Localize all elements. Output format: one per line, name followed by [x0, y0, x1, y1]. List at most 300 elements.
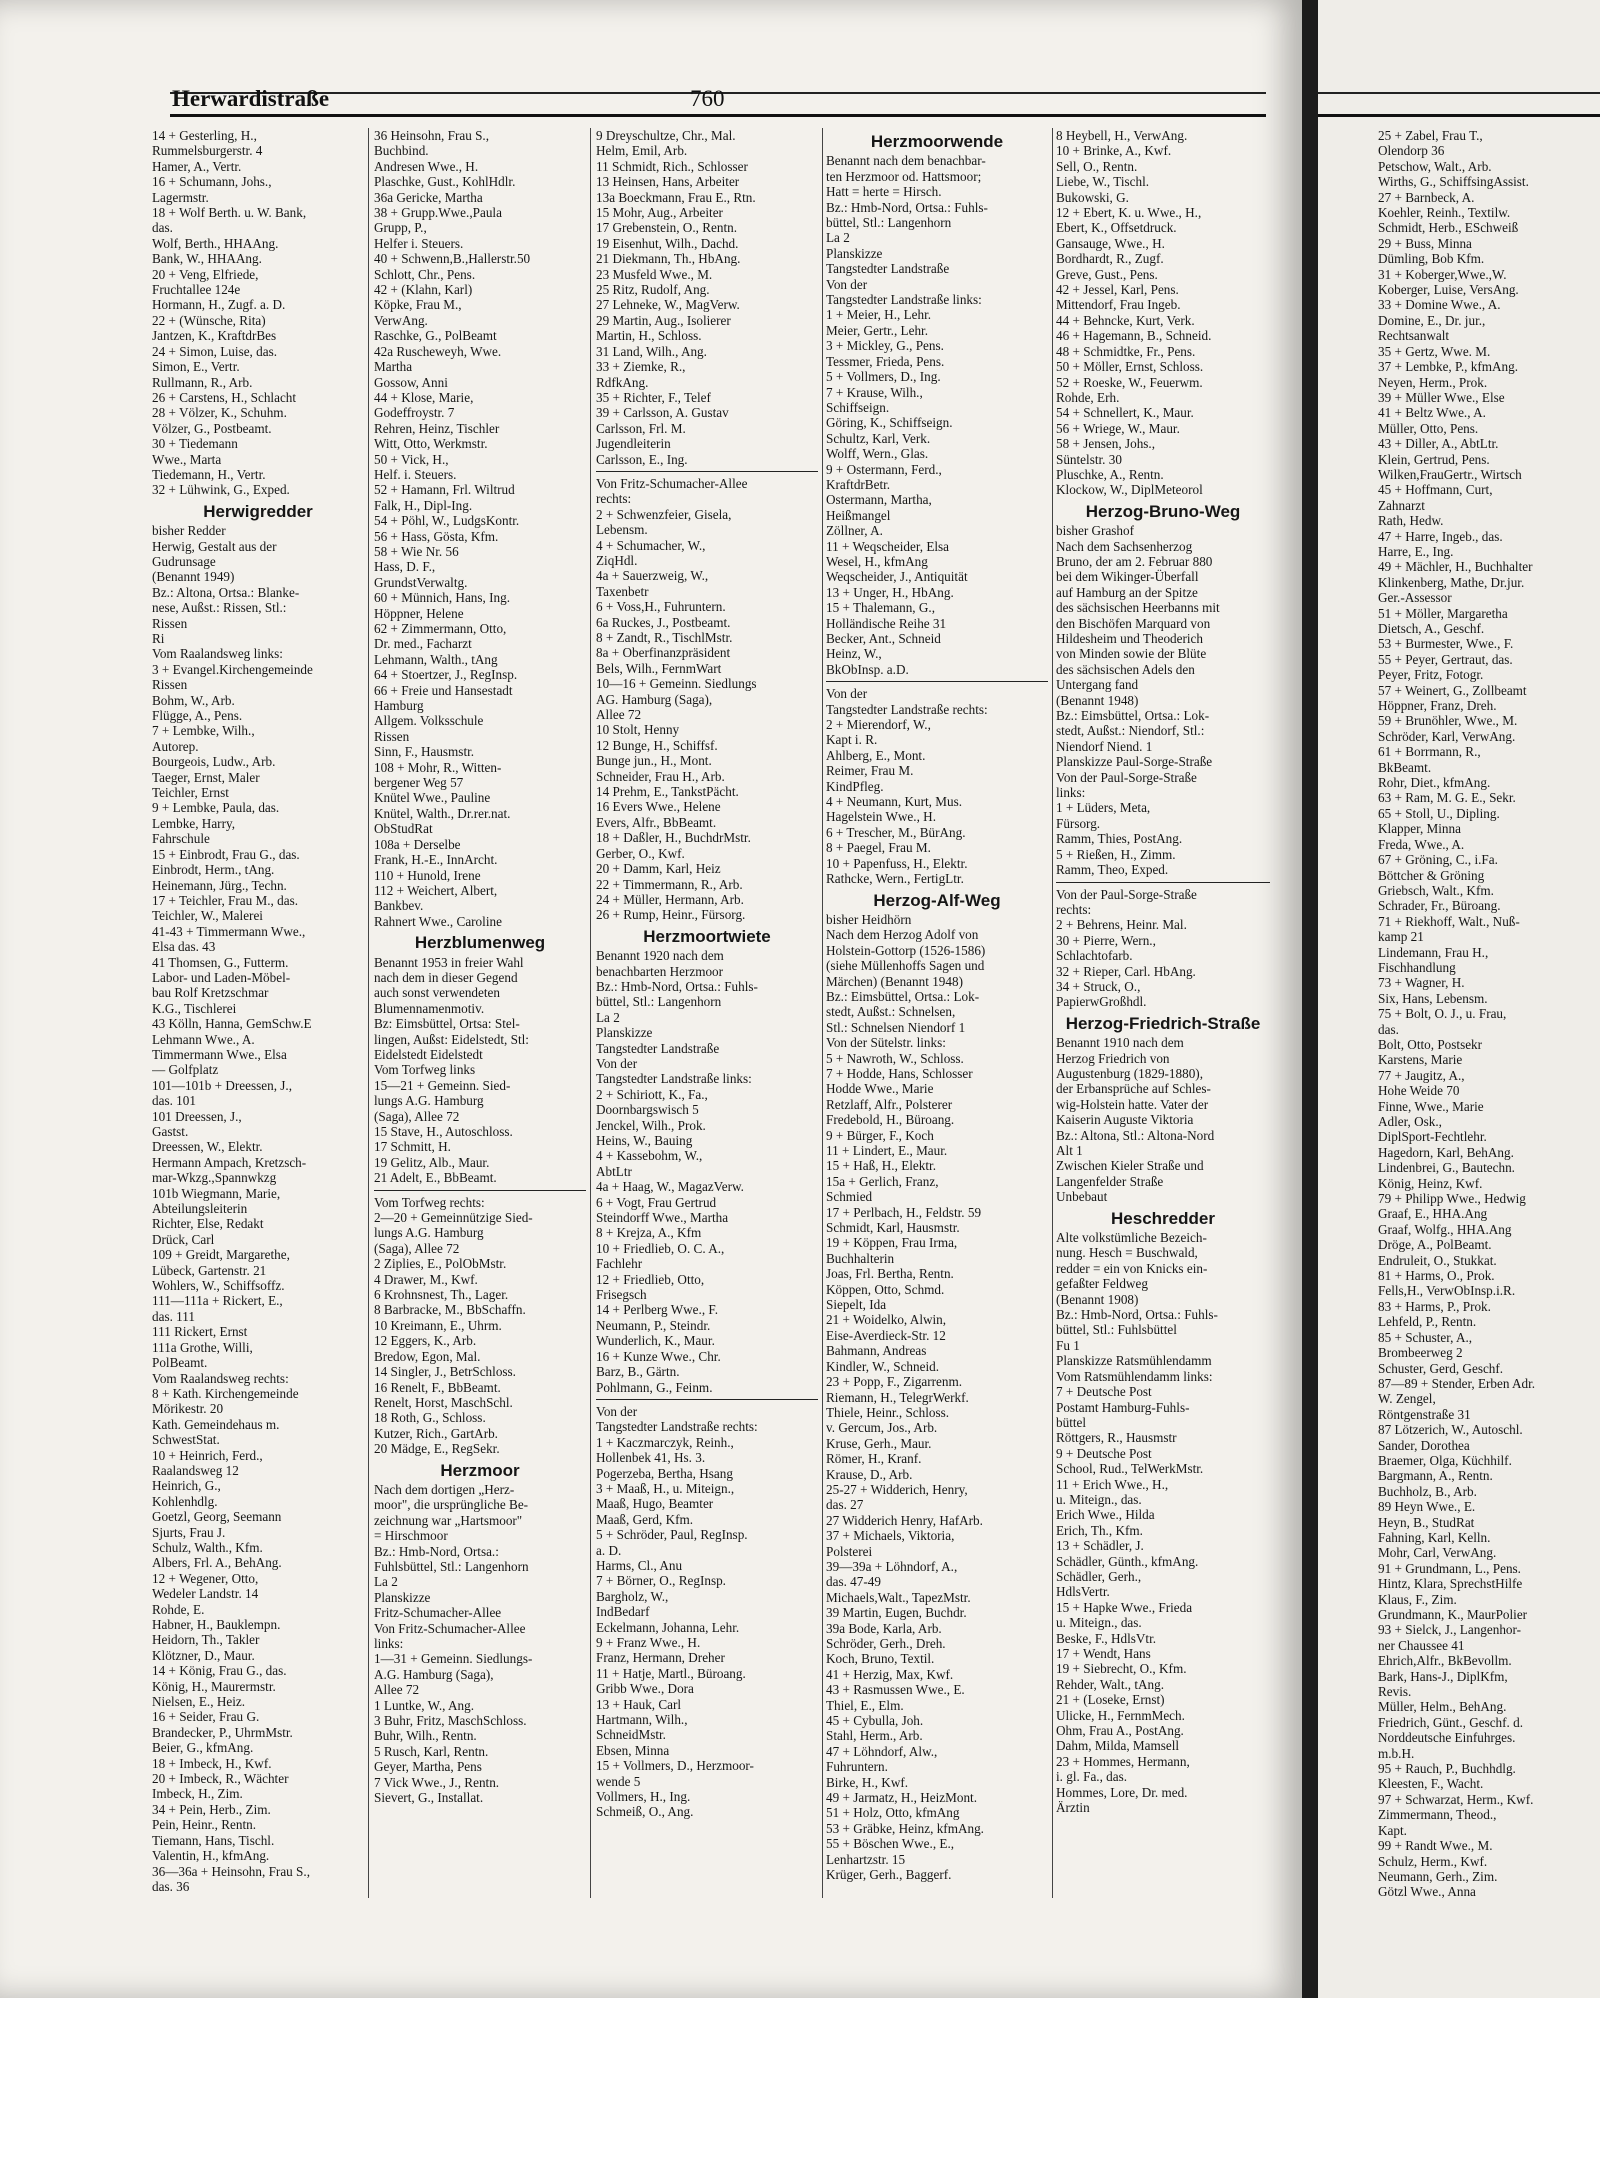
directory-entry-line: Pohlmann, G., Feinm. [596, 1379, 713, 1395]
directory-entry-line: Rathcke, Wern., FertigLtr. [826, 871, 964, 887]
directory-entry-line: 15 + Hapke Wwe., Frieda [1056, 1599, 1193, 1615]
adjacent-entry-line: Braemer, Olga, Küchhilf. [1378, 1452, 1512, 1468]
directory-entry-line: 19 Gelitz, Alb., Maur. [374, 1154, 490, 1170]
directory-entry-line: 55 + Böschen Wwe., E., [826, 1836, 955, 1852]
directory-entry-line: Lebensm. [596, 522, 648, 538]
directory-entry-line: Imbeck, H., Zim. [152, 1786, 243, 1802]
directory-entry-line: ObStudRat [374, 821, 433, 837]
directory-entry-line: 12 Eggers, K., Arb. [374, 1333, 477, 1349]
directory-entry-line: 17 + Wendt, Hans [1056, 1646, 1151, 1661]
directory-entry-line: Tangstedter Landstraße [826, 261, 950, 277]
directory-entry-line: 108 + Mohr, R., Witten- [374, 759, 502, 775]
directory-entry-line: Kutzer, Rich., GartArb. [374, 1425, 498, 1441]
directory-entry-line: Fu 1 [1056, 1337, 1080, 1353]
directory-entry-line: 4 + Neumann, Kurt, Mus. [826, 794, 963, 810]
directory-entry-line: Hollenbek 41, Hs. 3. [596, 1450, 706, 1466]
directory-entry-line: Goetzl, Georg, Seemann [152, 1509, 282, 1525]
directory-entry-line: 64 + Stoertzer, J., RegInsp. [374, 667, 518, 683]
directory-entry-line: Lübeck, Gartenstr. 21 [152, 1262, 267, 1278]
directory-entry-line: 1 + Meier, H., Lehr. [826, 307, 932, 323]
directory-entry-line: 39a Bode, Karla, Arb. [826, 1620, 942, 1636]
directory-entry-line: Hatt = herte = Hirsch. [826, 184, 942, 200]
directory-entry-line: Schiffseign. [826, 399, 890, 415]
adjacent-entry-line: Graaf, E., HHA.Ang [1378, 1206, 1488, 1222]
directory-entry-line: Herwig, Gestalt aus der [152, 538, 277, 554]
directory-entry-line: A.G. Hamburg (Saga), [374, 1666, 494, 1682]
adjacent-entry-line: Petschow, Walt., Arb. [1378, 158, 1492, 174]
directory-entry-line: links: [374, 1636, 404, 1651]
directory-entry-line: Beske, F., HdlsVtr. [1056, 1630, 1157, 1646]
directory-entry-line: Bz.: Eimsbüttel, Ortsa.: Lok- [1056, 708, 1210, 724]
directory-entry-line: 6 + Voss,H., Fuhruntern. [596, 599, 726, 615]
running-head-street: Herwardistraße [172, 86, 330, 111]
directory-entry-line: Mörikestr. 20 [152, 1401, 224, 1417]
directory-entry-line: lingen, Außst: Eidelstedt, Stl: [374, 1031, 529, 1047]
directory-entry-line: 34 + Struck, O., [1056, 978, 1141, 994]
directory-entry-line: 35 + Richter, F., Telef [596, 389, 711, 405]
directory-entry-line: Habner, H., Bauklempn. [152, 1617, 281, 1632]
directory-entry-line: 39—39a + Löhndorf, A., [826, 1558, 958, 1574]
directory-entry-line: PapierwGroßhdl. [1056, 994, 1147, 1010]
directory-entry-line: 110 + Hunold, Irene [374, 867, 481, 883]
directory-entry-line: Bank, W., HHAAng. [152, 251, 262, 267]
directory-entry-line: Harms, Cl., Anu [596, 1557, 683, 1573]
directory-entry-line: 19 + Siebrecht, O., Kfm. [1056, 1661, 1187, 1677]
directory-entry-line: Ostermann, Martha, [826, 492, 932, 508]
directory-entry-line: La 2 [596, 1009, 620, 1025]
directory-entry-line: Teichler, W., Malerei [152, 908, 263, 924]
directory-entry-line: Hagelstein Wwe., H. [826, 809, 936, 825]
street-heading: Herzmoorwende [870, 132, 1004, 151]
directory-entry-line: 9 + Deutsche Post [1056, 1445, 1152, 1461]
directory-entry-line: Knütel Wwe., Pauline [374, 790, 491, 806]
directory-entry-line: 26 + Rump, Heinr., Fürsorg. [596, 907, 746, 923]
adjacent-entry-line: 33 + Domine Wwe., A. [1378, 297, 1501, 313]
directory-entry-line: 11 + Weqscheider, Elsa [826, 538, 950, 554]
section-separator [1056, 882, 1270, 883]
directory-entry-line: stedt, Außst.: Niendorf, Stl.: [1056, 723, 1205, 739]
directory-entry-line: Abteilungsleiterin [152, 1201, 248, 1217]
directory-entry-line: 27 Lehneke, W., MagVerw. [596, 297, 740, 313]
directory-entry-line: Rohde, E. [152, 1601, 205, 1617]
directory-entry-line: Erich, Th., Kfm. [1056, 1522, 1143, 1538]
directory-entry-line: 31 Land, Wilh., Ang. [596, 343, 707, 359]
adjacent-entry-line: Revis. [1378, 1684, 1412, 1700]
directory-entry-line: 2—20 + Gemeinnützige Sied- [374, 1210, 533, 1226]
directory-entry-line: Krause, D., Arb. [826, 1466, 913, 1482]
adjacent-entry-line: 27 + Barnbeck, A. [1378, 189, 1475, 205]
directory-entry-line: Erich Wwe., Hilda [1056, 1507, 1155, 1523]
adjacent-header-rule [1318, 114, 1600, 117]
directory-entry-line: Sell, O., Rentn. [1056, 158, 1138, 174]
adjacent-entry-line: Dümling, Bob Kfm. [1378, 251, 1485, 267]
directory-entry-line: büttel [1056, 1414, 1087, 1430]
adjacent-entry-line: 93 + Sielck, J., Langenhor- [1378, 1622, 1522, 1638]
adjacent-entry-line: Finne, Wwe., Marie [1378, 1098, 1484, 1114]
street-heading: Herzog-Alf-Weg [873, 890, 1001, 910]
directory-entry-line: 18 + Imbeck, H., Kwf. [152, 1755, 272, 1771]
adjacent-entry-line: Böttcher & Gröning [1378, 867, 1485, 883]
adjacent-entry-line: 65 + Stoll, U., Dipling. [1378, 805, 1500, 821]
directory-entry-line: Röttgers, R., Hausmstr [1056, 1430, 1177, 1446]
directory-entry-line: 2 + Schiriott, K., Fa., [596, 1086, 708, 1102]
directory-entry-line: Rahnert Wwe., Caroline [374, 913, 502, 929]
directory-entry-line: 5 + Rießen, H., Zimm. [1056, 846, 1176, 862]
adjacent-entry-line: 79 + Philipp Wwe., Hedwig [1378, 1191, 1526, 1207]
directory-entry-line: Benannt nach dem benachbar- [826, 153, 986, 169]
directory-entry-line: Rullmann, R., Arb. [152, 374, 253, 390]
directory-entry-line: benachbarten Herzmoor [596, 963, 724, 979]
directory-entry-line: Barz, B., Gärtn. [596, 1364, 680, 1380]
directory-entry-line: 12 + Wegener, Otto, [152, 1570, 259, 1586]
directory-entry-line: Planskizze [596, 1025, 653, 1041]
directory-entry-line: Bredow, Egon, Mal. [374, 1348, 481, 1364]
directory-entry-line: Pein, Heinr., Rentn. [152, 1817, 257, 1833]
directory-entry-line: Lembke, Harry, [152, 815, 235, 831]
directory-entry-line: 4a + Haag, W., MagazVerw. [596, 1179, 744, 1195]
column-divider [822, 128, 823, 1898]
directory-entry-line: das. 36 [152, 1878, 190, 1894]
directory-entry-line: 21 + Woidelko, Alwin, [826, 1312, 947, 1328]
directory-entry-line: 12 + Ebert, K. u. Wwe., H., [1056, 205, 1202, 221]
directory-entry-line: Pluschke, A., Rentn. [1056, 466, 1164, 482]
adjacent-entry-line: Olendorp 36 [1378, 143, 1445, 159]
directory-entry-line: Köpke, Frau M., [374, 297, 462, 313]
adjacent-entry-line: Fahning, Karl, Kelln. [1378, 1529, 1491, 1545]
directory-entry-line: 41 + Herzig, Max, Kwf. [826, 1666, 954, 1682]
directory-entry-line: Von der [596, 1403, 638, 1419]
directory-entry-line: Flügge, A., Pens. [152, 708, 243, 724]
directory-entry-line: den Bischöfen Marquard von [1056, 615, 1211, 631]
directory-entry-line: Bels, Wilh., FernmWart [596, 660, 722, 676]
directory-entry-line: Von der [826, 686, 868, 702]
directory-entry-line: Elsa das. 43 [152, 939, 216, 955]
directory-entry-line: 2 + Behrens, Heinr. Mal. [1056, 917, 1187, 933]
page-number: 760 [690, 86, 725, 111]
directory-entry-line: Doornbargswisch 5 [596, 1102, 699, 1118]
directory-entry-line: 7 + Deutsche Post [1056, 1384, 1152, 1400]
directory-entry-line: 3 Buhr, Fritz, MaschSchloss. [374, 1713, 527, 1729]
directory-entry-line: Tangstedter Landstraße [596, 1040, 720, 1056]
directory-entry-line: 4a + Sauerzweig, W., [596, 568, 709, 584]
directory-entry-line: Planskizze Paul-Sorge-Straße [1056, 754, 1213, 770]
directory-entry-line: Timmermann Wwe., Elsa [152, 1046, 287, 1062]
directory-entry-line: Pogerzeba, Bertha, Hsang [596, 1465, 733, 1481]
directory-entry-line: Alt 1 [1056, 1143, 1083, 1158]
adjacent-entry-line: Müller, Otto, Pens. [1378, 420, 1479, 436]
directory-entry-line: Dr. med., Facharzt [374, 636, 472, 652]
directory-entry-line: (Benannt 1948) [1056, 692, 1139, 708]
column-divider [368, 128, 369, 1898]
directory-entry-line: Heinrich, G., [152, 1478, 221, 1494]
directory-entry-line: 43 + Rasmussen Wwe., E. [826, 1682, 965, 1698]
directory-entry-line: rechts: [596, 491, 632, 507]
adjacent-entry-line: 71 + Riekhoff, Walt., Nuß- [1378, 913, 1520, 929]
directory-entry-line: Taeger, Ernst, Maler [152, 769, 260, 785]
directory-entry-line: Birke, H., Kwf. [826, 1774, 909, 1790]
adjacent-entry-line: DiplSport-Fechtlehr. [1378, 1129, 1487, 1145]
directory-entry-line: Gerber, O., Kwf. [596, 845, 685, 861]
directory-entry-line: Römer, H., Kranf. [826, 1451, 922, 1467]
directory-entry-line: 16 Evers Wwe., Helene [596, 799, 721, 815]
directory-entry-line: 10 + Papenfuss, H., Elektr. [826, 855, 968, 871]
directory-entry-line: u. Miteign., das. [1056, 1491, 1142, 1507]
directory-entry-line: 6a Ruckes, J., Postbeamt. [596, 614, 731, 630]
adjacent-entry-line: Röntgenstraße 31 [1378, 1406, 1471, 1422]
directory-entry-line: 8a + Oberfinanzpräsident [596, 645, 731, 661]
adjacent-entry-line: 53 + Burmester, Wwe., F. [1378, 636, 1514, 652]
adjacent-entry-line: Karstens, Marie [1378, 1052, 1463, 1068]
directory-entry-line: Rissen [152, 615, 188, 631]
adjacent-entry-line: Kleesten, F., Wacht. [1378, 1776, 1484, 1792]
scan-background [0, 1998, 1600, 2177]
directory-entry-line: Jantzen, K., KraftdrBes [152, 328, 277, 344]
directory-entry-line: Süntelstr. 30 [1056, 451, 1122, 467]
directory-entry-line: Fahrschule [152, 831, 210, 847]
directory-entry-line: 8 + Zandt, R., TischlMstr. [596, 630, 733, 645]
directory-entry-line: 42 + Jessel, Karl, Pens. [1056, 282, 1179, 298]
directory-entry-line: Becker, Ant., Schneid [826, 631, 941, 646]
street-heading: Heschredder [1111, 1208, 1215, 1228]
directory-entry-line: RdfkAng. [596, 374, 649, 390]
adjacent-entry-line: Lehfeld, P., Rentn. [1378, 1314, 1477, 1330]
directory-entry-line: Von der [596, 1055, 638, 1071]
adjacent-entry-line: Wilken,FrauGertr., Wirtsch [1378, 466, 1522, 482]
directory-entry-line: 5 + Schröder, Paul, RegInsp. [596, 1527, 748, 1543]
directory-entry-line: 6 Krohnsnest, Th., Lager. [374, 1287, 509, 1303]
directory-entry-line: 18 + Daßler, H., BuchdrMstr. [596, 830, 751, 846]
directory-entry-line: 32 + Lühwink, G., Exped. [152, 482, 290, 498]
directory-entry-line: Lagermstr. [152, 189, 209, 205]
directory-entry-line: Frank, H.-E., InnArcht. [374, 852, 498, 868]
adjacent-entry-line: Norddeutsche Einfuhrges. [1378, 1730, 1516, 1746]
directory-entry-line: 101—101b + Dreessen, J., [152, 1077, 293, 1093]
directory-entry-line: 20 Mädge, E., RegSekr. [374, 1441, 500, 1457]
street-heading: Herzblumenweg [414, 933, 546, 953]
adjacent-entry-line: Peyer, Fritz, Fotogr. [1378, 667, 1484, 683]
directory-entry-line: 58 + Wie Nr. 56 [374, 543, 459, 559]
directory-entry-line: Eidelstedt Eidelstedt [374, 1046, 483, 1062]
directory-entry-line: links: [1056, 785, 1086, 801]
adjacent-entry-line: Höppner, Franz, Dreh. [1378, 698, 1497, 714]
adjacent-entry-line: Hagedorn, Karl, BehAng. [1378, 1144, 1514, 1160]
directory-entry-line: Benannt 1920 nach dem [596, 948, 724, 964]
directory-entry-line: Kapt i. R. [826, 732, 878, 748]
column-divider [1052, 128, 1053, 1898]
adjacent-entry-line: 57 + Weinert, G., Zollbeamt [1378, 682, 1527, 698]
adjacent-entry-line: Buchholz, B., Arb. [1378, 1483, 1477, 1499]
directory-entry-line: Tangstedter Landstraße rechts: [596, 1419, 758, 1435]
adjacent-entry-line: 73 + Wagner, H. [1378, 975, 1465, 991]
directory-entry-line: Langenfelder Straße [1056, 1173, 1164, 1189]
directory-entry-line: 50 + Möller, Ernst, Schloss. [1056, 359, 1204, 375]
directory-entry-line: Lehmann, Walth., tAng [374, 651, 498, 667]
directory-entry-line: Fuhruntern. [826, 1759, 888, 1775]
directory-entry-line: Ärztin [1056, 1800, 1090, 1816]
directory-entry-line: 16 + Kunze Wwe., Chr. [596, 1348, 721, 1364]
directory-entry-line: 9 + Bürger, F., Koch [826, 1127, 934, 1143]
directory-entry-line: 15 Stave, H., Autoschloss. [374, 1124, 513, 1139]
directory-entry-line: 111—111a + Rickert, E., [152, 1293, 283, 1309]
directory-entry-line: Geyer, Martha, Pens [374, 1759, 482, 1775]
directory-entry-line: Liebe, W., Tischl. [1056, 174, 1150, 190]
directory-entry-line: 29 Martin, Aug., Isolierer [596, 312, 731, 328]
directory-entry-line: Hildesheim und Theoderich [1056, 631, 1203, 646]
directory-entry-line: 56 + Hass, Gösta, Kfm. [374, 528, 499, 544]
directory-entry-line: Rehder, Walt., tAng. [1056, 1676, 1165, 1692]
directory-entry-line: 15 + Einbrodt, Frau G., das. [152, 846, 300, 862]
directory-entry-line: 16 Renelt, F., BbBeamt. [374, 1379, 501, 1395]
directory-entry-line: Von Fritz-Schumacher-Allee [596, 475, 748, 491]
adjacent-entry-line: Zahnarzt [1378, 497, 1425, 513]
directory-entry-line: Schmidt, Karl, Hausmstr. [826, 1220, 960, 1236]
directory-entry-line: Taxenbetr [596, 583, 649, 599]
directory-entry-line: v. Gercum, Jos., Arb. [826, 1420, 938, 1436]
directory-entry-line: Kohlenhdlg. [152, 1493, 218, 1509]
directory-entry-line: (Saga), Allee 72 [374, 1108, 460, 1124]
directory-entry-line: Franz, Hermann, Dreher [596, 1650, 725, 1666]
directory-entry-line: Bz.: Hmb-Nord, Ortsa.: [374, 1543, 499, 1559]
column-3 [596, 128, 818, 1820]
directory-entry-line: Godeffroystr. 7 [374, 405, 455, 421]
directory-entry-line: der Erbansprüche auf Schles- [1056, 1081, 1211, 1097]
directory-entry-line: 47 + Löhndorf, Alw., [826, 1743, 938, 1759]
directory-entry-line: 9 Dreyschultze, Chr., Mal. [596, 128, 736, 143]
directory-entry-line: 13a Boeckmann, Frau E., Rtn. [596, 189, 756, 205]
directory-entry-line: Von der Paul-Sorge-Straße [1056, 886, 1197, 902]
directory-entry-line: 2 + Schwenzfeier, Gisela, [596, 506, 732, 522]
directory-entry-line: Augustenburg (1829-1880), [1056, 1065, 1204, 1081]
directory-entry-line: Autorep. [152, 738, 199, 754]
directory-entry-line: Schädler, Gerh., [1056, 1568, 1142, 1584]
directory-entry-line: nung. Hesch = Buschwald, [1056, 1245, 1198, 1261]
directory-entry-line: Von der Sütelstr. links: [826, 1035, 946, 1051]
adjacent-entry-line: 99 + Randt Wwe., M. [1378, 1838, 1493, 1854]
directory-entry-line: 14 Singler, J., BetrSchloss. [374, 1364, 516, 1380]
directory-entry-line: Eise-Averdieck-Str. 12 [826, 1327, 946, 1343]
directory-entry-line: Heins, W., Bauing [596, 1133, 693, 1148]
directory-entry-line: 52 + Roeske, W., Feuerwm. [1056, 374, 1203, 390]
directory-entry-line: Vom Raalandsweg rechts: [152, 1370, 289, 1386]
directory-entry-line: 14 + Gesterling, H., [152, 128, 257, 143]
directory-entry-line: Falk, H., Dipl-Ing. [374, 497, 473, 513]
directory-entry-line: Fürsorg. [1056, 815, 1101, 831]
directory-entry-line: 15a + Gerlich, Franz, [826, 1173, 939, 1189]
directory-entry-line: 39 Martin, Eugen, Buchdr. [826, 1605, 967, 1621]
directory-entry-line: Vom Raalandsweg links: [152, 646, 283, 662]
directory-entry-line: 23 + Popp, F., Zigarrenm. [826, 1374, 963, 1390]
directory-entry-line: 21 + (Loseke, Ernst) [1056, 1692, 1165, 1708]
directory-entry-line: das. 27 [826, 1497, 864, 1513]
directory-entry-line: 62 + Zimmermann, Otto, [374, 621, 507, 636]
directory-entry-line: 16 + Seider, Frau G. [152, 1709, 260, 1725]
adjacent-entry-line: 63 + Ram, M. G. E., Sekr. [1378, 790, 1516, 806]
directory-entry-line: Vom Torfweg rechts: [374, 1194, 485, 1210]
directory-entry-line: Heißmangel [826, 507, 891, 523]
directory-entry-line: 111a Grothe, Willi, [152, 1339, 253, 1355]
directory-entry-line: Stl.: Schnelsen Niendorf 1 [826, 1019, 966, 1035]
directory-entry-line: 1 + Lüders, Meta, [1056, 800, 1151, 816]
directory-entry-line: König, H., Maurermstr. [152, 1678, 276, 1694]
directory-entry-line: Sievert, G., Installat. [374, 1790, 484, 1806]
directory-entry-line: Tessmer, Frieda, Pens. [826, 353, 945, 369]
adjacent-entry-line: Klapper, Minna [1378, 821, 1461, 837]
directory-entry-line: Holstein-Gottorp (1526-1586) [826, 942, 986, 958]
directory-entry-line: Simon, E., Vertr. [152, 359, 240, 375]
directory-entry-line: 8 Heybell, H., VerwAng. [1056, 128, 1188, 143]
adjacent-entry-line: Klein, Gertrud, Pens. [1378, 451, 1490, 467]
directory-entry-line: Planskizze [374, 1589, 431, 1605]
directory-entry-line: 23 Musfeld Wwe., M. [596, 266, 713, 282]
directory-entry-line: Bargholz, W., [596, 1588, 669, 1604]
directory-entry-line: Klockow, W., DiplMeteorol [1056, 482, 1203, 498]
directory-entry-line: 5 + Vollmers, D., Ing. [826, 369, 941, 385]
adjacent-entry-line: Kapt. [1378, 1822, 1407, 1838]
directory-entry-line: 7 + Krause, Wilh., [826, 384, 923, 400]
directory-entry-line: das. 101 [152, 1093, 196, 1109]
adjacent-entry-line: Schuster, Gerd, Geschf. [1378, 1360, 1504, 1376]
directory-entry-line: 66 + Freie und Hansestadt [374, 682, 513, 698]
directory-entry-line: Fredebold, H., Büroang. [826, 1112, 955, 1128]
directory-entry-line: K.G., Tischlerei [152, 1000, 237, 1016]
directory-entry-line: 21 Adelt, E., BbBeamt. [374, 1170, 497, 1186]
directory-entry-line: 11 Schmidt, Rich., Schlosser [596, 158, 748, 174]
directory-entry-line: Planskizze Ratsmühlendamm [1056, 1353, 1212, 1369]
directory-entry-line: 44 + Klose, Marie, [374, 389, 474, 405]
directory-entry-line: 36 Heinsohn, Frau S., [374, 128, 490, 143]
directory-entry-line: Herzog Friedrich von [1056, 1050, 1170, 1066]
directory-entry-line: Martin, H., Schloss. [596, 328, 702, 344]
directory-entry-line: Kaiserin Auguste Viktoria [1056, 1112, 1194, 1128]
directory-entry-line: bei dem Wikinger-Überfall [1056, 569, 1199, 585]
directory-entry-line: Schulz, Walth., Kfm. [152, 1539, 263, 1555]
directory-entry-line: des sächsischen Adels den [1056, 661, 1195, 677]
directory-entry-line: Klötzner, D., Maur. [152, 1647, 255, 1663]
adjacent-entry-line: Neyen, Herm., Prok. [1378, 374, 1488, 390]
directory-entry-line: 12 + Friedlieb, Otto, [596, 1271, 705, 1287]
directory-entry-line: Rohde, Erh. [1056, 389, 1120, 405]
adjacent-entry-line: 81 + Harms, O., Prok. [1378, 1268, 1495, 1284]
adjacent-entry-line: Freda, Wwe., A. [1378, 836, 1465, 852]
directory-entry-line: Valentin, H., kfmAng. [152, 1848, 270, 1864]
directory-entry-line: 3 + Maaß, H., u. Miteign., [596, 1480, 735, 1496]
adjacent-entry-line: das. [1378, 1021, 1399, 1037]
directory-entry-line: 8 + Kath. Kirchengemeinde [152, 1385, 299, 1401]
directory-entry-line: Heinemann, Jürg., Techn. [152, 877, 287, 893]
directory-entry-line: Heinz, W., [826, 646, 882, 662]
directory-entry-line: bisher Heidhörn [826, 911, 912, 927]
directory-entry-line: auch sonst verwendeten [374, 985, 500, 1001]
directory-entry-line: Tiemann, Hans, Tischl. [152, 1832, 275, 1848]
directory-entry-line: 7 + Börner, O., RegInsp. [596, 1573, 726, 1589]
directory-entry-line: das. 111 [152, 1308, 195, 1324]
adjacent-entry-line: 45 + Hoffmann, Curt, [1378, 482, 1493, 498]
directory-entry-line: büttel, Stl.: Fuhlsbüttel [1056, 1322, 1177, 1338]
directory-entry-line: KindPfleg. [826, 778, 884, 794]
directory-entry-line: SchneidMstr. [596, 1727, 666, 1743]
directory-entry-line: gefaßter Feldweg [1056, 1276, 1148, 1292]
directory-entry-line: Helm, Emil, Arb. [596, 143, 688, 159]
directory-entry-line: mar-Wkzg.,Spannwkzg [152, 1170, 277, 1186]
directory-entry-line: Gansauge, Wwe., H. [1056, 235, 1165, 251]
directory-entry-line: wig-Holstein hatte. Vater der [1056, 1096, 1209, 1112]
directory-entry-line: Märchen) (Benannt 1948) [826, 973, 963, 989]
adjacent-entry-line: Ehrich,Alfr., BkBevollm. [1378, 1653, 1512, 1669]
adjacent-entry-line: Schmidt, Herb., ESchweiß [1378, 220, 1519, 236]
directory-entry-line: Ulicke, H., FernmMech. [1056, 1707, 1185, 1723]
directory-entry-line: 8 Barbracke, M., BbSchaffn. [374, 1302, 526, 1318]
directory-entry-line: Plaschke, Gust., KohlHdlr. [374, 174, 516, 190]
